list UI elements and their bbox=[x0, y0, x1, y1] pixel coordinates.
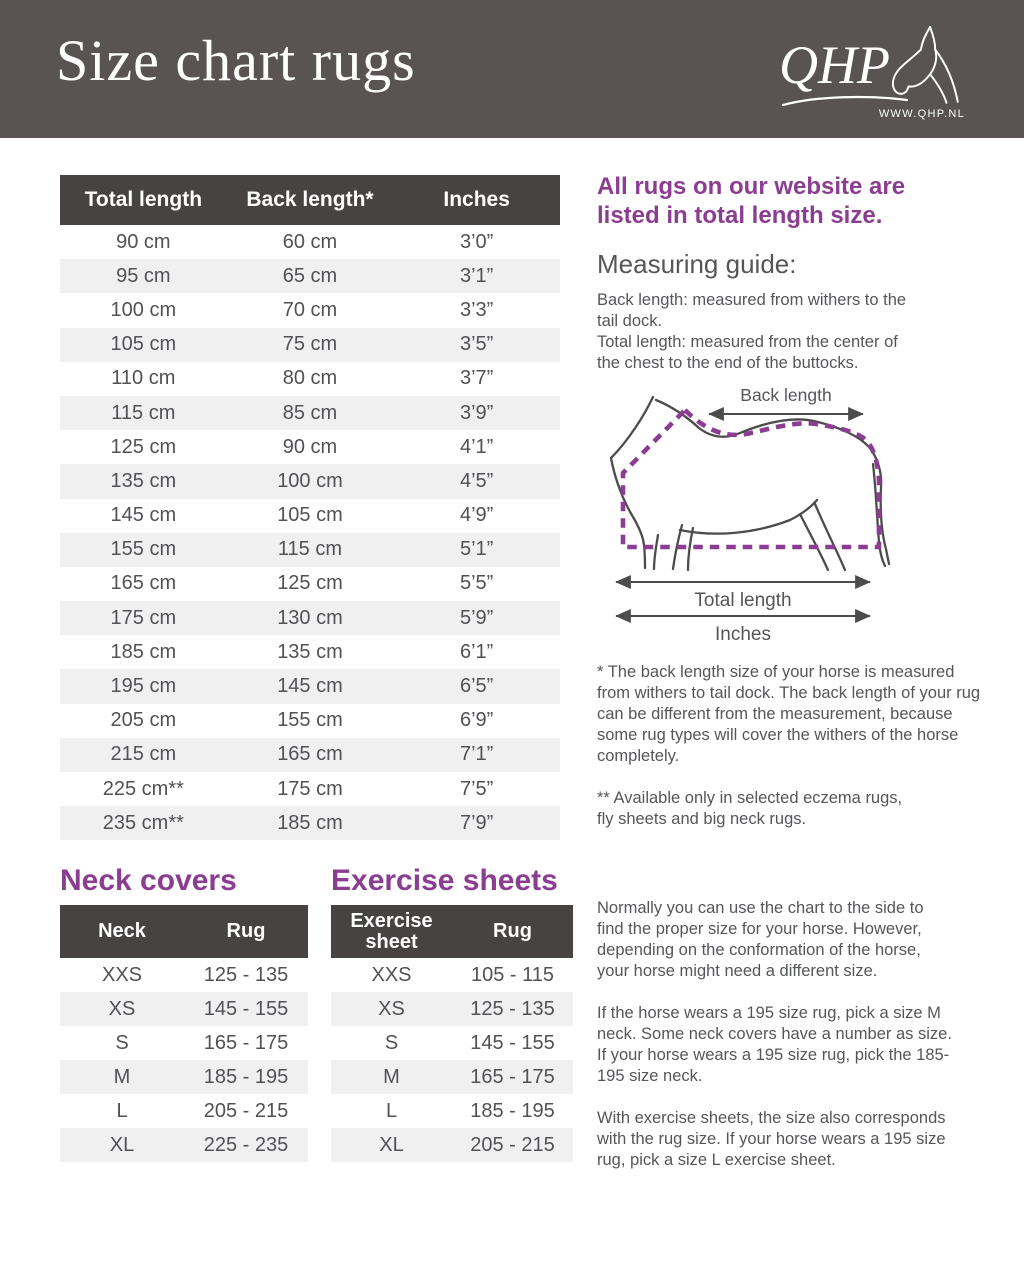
table-row bbox=[60, 601, 560, 635]
rug-size-table-body bbox=[60, 225, 560, 840]
text-line: can be different from the measurement, because bbox=[597, 705, 953, 723]
table-cell: 175 cm bbox=[277, 777, 343, 800]
diagram-back-length-label: Back length bbox=[740, 385, 832, 405]
diagram-inches-label: Inches bbox=[715, 624, 771, 645]
table-row bbox=[60, 464, 560, 498]
horse-measuring-diagram bbox=[597, 384, 899, 646]
table-cell: M bbox=[113, 1065, 131, 1088]
table-cell: 7’1” bbox=[459, 743, 494, 766]
table-cell: 7’5” bbox=[459, 777, 494, 800]
table-cell: 95 cm bbox=[116, 264, 171, 287]
text-line: find the proper size for your horse. However, bbox=[597, 920, 922, 938]
table-row bbox=[331, 1094, 573, 1128]
table-cell: 145 - 155 bbox=[203, 997, 289, 1020]
table-cell: S bbox=[384, 1031, 399, 1054]
text-line: Total length: measured from the center of bbox=[597, 333, 898, 351]
table-cell: 105 cm bbox=[277, 504, 343, 527]
table-row bbox=[60, 225, 560, 259]
table-cell: 155 cm bbox=[277, 709, 343, 732]
table-row bbox=[60, 396, 560, 430]
table-cell: 115 cm bbox=[277, 538, 343, 561]
table-row bbox=[60, 704, 560, 738]
table-cell: 125 cm bbox=[110, 435, 177, 458]
table-cell: XS bbox=[108, 997, 136, 1020]
table-cell: 145 cm bbox=[277, 675, 343, 698]
horse-outline bbox=[611, 397, 889, 570]
table-cell: 155 cm bbox=[110, 538, 177, 561]
table-row bbox=[60, 635, 560, 669]
table-cell: 185 cm bbox=[110, 640, 177, 663]
header-banner bbox=[0, 0, 1024, 138]
table-cell: 100 cm bbox=[277, 469, 343, 492]
text-line: with the rug size. If your horse wears a 195 size bbox=[597, 1130, 946, 1148]
table-cell: 100 cm bbox=[110, 298, 177, 321]
table-cell: S bbox=[115, 1031, 129, 1054]
table-cell: M bbox=[383, 1065, 400, 1088]
table-cell: 3’5” bbox=[459, 333, 494, 356]
table-cell: XXS bbox=[101, 963, 143, 986]
table-cell: 80 cm bbox=[282, 367, 338, 390]
table-row bbox=[60, 738, 560, 772]
neck-covers-heading: Neck covers bbox=[60, 864, 237, 897]
table-cell: 175 cm bbox=[110, 606, 177, 629]
table-row bbox=[60, 1060, 308, 1094]
qhp-logo bbox=[779, 24, 969, 124]
neck-covers-table-header bbox=[60, 905, 308, 958]
footnote-back-length bbox=[597, 662, 1007, 767]
table-cell: 125 - 135 bbox=[470, 997, 555, 1020]
table-cell: 135 cm bbox=[110, 469, 177, 492]
table-cell: XL bbox=[379, 1133, 404, 1156]
table-row bbox=[60, 1026, 308, 1060]
table-cell: 215 cm bbox=[110, 743, 177, 766]
table-cell: 185 - 195 bbox=[203, 1065, 289, 1088]
text-line: neck. Some neck covers have a number as size. bbox=[597, 1025, 952, 1043]
note-paragraph bbox=[597, 1003, 1007, 1087]
table-cell: 60 cm bbox=[282, 230, 338, 253]
table-cell: 205 - 215 bbox=[203, 1099, 289, 1122]
table-cell: 3’3” bbox=[459, 298, 494, 321]
table-cell: 5’1” bbox=[459, 538, 494, 561]
table-cell: 205 cm bbox=[110, 709, 177, 732]
table-row bbox=[60, 806, 560, 840]
horse-head-icon bbox=[887, 24, 965, 108]
table-cell: 6’9” bbox=[459, 709, 494, 732]
table-cell: 90 cm bbox=[116, 230, 171, 253]
table-cell: 165 - 175 bbox=[470, 1065, 555, 1088]
text-line: All rugs on our website are bbox=[597, 173, 906, 200]
text-line: * The back length size of your horse is measured bbox=[597, 663, 955, 681]
measuring-guide-heading: Measuring guide: bbox=[597, 249, 797, 279]
table-cell: 6’1” bbox=[459, 640, 494, 663]
table-row bbox=[60, 669, 560, 703]
table-cell: 125 - 135 bbox=[203, 963, 289, 986]
logo-text: QHP bbox=[779, 35, 890, 95]
table-cell: 225 - 235 bbox=[203, 1133, 289, 1156]
table-row bbox=[60, 499, 560, 533]
exercise-sheets-heading: Exercise sheets bbox=[331, 864, 558, 897]
rug-size-table-header bbox=[60, 175, 560, 225]
text-line: listed in total length size. bbox=[597, 202, 883, 229]
table-cell: 65 cm bbox=[282, 264, 338, 287]
table-row bbox=[331, 1128, 573, 1162]
table-cell: 130 cm bbox=[277, 606, 343, 629]
table-row bbox=[60, 259, 560, 293]
column-header-total-length: Total length bbox=[60, 175, 227, 225]
column-header-back-length: Back length* bbox=[227, 175, 394, 225]
column-header-rug: Rug bbox=[184, 905, 308, 958]
table-cell: 125 cm bbox=[277, 572, 343, 595]
neck-covers-table bbox=[60, 905, 308, 1162]
text-line: from withers to tail dock. The back length of your rug bbox=[597, 684, 981, 702]
table-cell: 4’5” bbox=[459, 469, 494, 492]
text-line: Back length: measured from withers to the bbox=[597, 291, 907, 309]
column-header-exercise-sheet: Exercise sheet bbox=[331, 905, 452, 958]
table-cell: 135 cm bbox=[277, 640, 343, 663]
table-cell: 105 - 115 bbox=[470, 963, 555, 986]
table-cell: 3’7” bbox=[459, 367, 494, 390]
table-cell: XXS bbox=[371, 963, 412, 986]
table-row bbox=[331, 1060, 573, 1094]
exercise-sheets-table-body bbox=[331, 958, 573, 1162]
exercise-sheets-table-header bbox=[331, 905, 573, 958]
text-line: tail dock. bbox=[597, 312, 663, 330]
table-cell: 5’9” bbox=[459, 606, 494, 629]
table-cell: 110 cm bbox=[111, 367, 176, 390]
diagram-total-length-label: Total length bbox=[694, 590, 792, 611]
table-cell: L bbox=[385, 1099, 398, 1122]
text-line: completely. bbox=[597, 747, 680, 765]
table-row bbox=[331, 958, 573, 992]
table-cell: 3’9” bbox=[459, 401, 494, 424]
text-line: If the horse wears a 195 size rug, pick a size M bbox=[597, 1004, 941, 1022]
neck-covers-table-body bbox=[60, 958, 308, 1162]
text-line: With exercise sheets, the size also corresponds bbox=[597, 1109, 946, 1127]
rug-size-table bbox=[60, 175, 560, 840]
table-cell: XL bbox=[109, 1133, 135, 1156]
table-row bbox=[331, 1026, 573, 1060]
text-line: fly sheets and big neck rugs. bbox=[597, 810, 807, 828]
table-row bbox=[60, 362, 560, 396]
text-line: If your horse wears a 195 size rug, pick the 185- bbox=[597, 1046, 950, 1064]
text-line: 195 size neck. bbox=[597, 1067, 703, 1085]
table-cell: 3’1” bbox=[459, 264, 494, 287]
table-row bbox=[60, 772, 560, 806]
table-cell: 185 - 195 bbox=[470, 1099, 555, 1122]
table-cell: 6’5” bbox=[459, 675, 494, 698]
table-cell: 235 cm** bbox=[102, 811, 184, 834]
text-line: the chest to the end of the buttocks. bbox=[597, 354, 859, 372]
table-row bbox=[60, 430, 560, 464]
text-line: Normally you can use the chart to the side to bbox=[597, 899, 924, 917]
text-line: depending on the conformation of the horse, bbox=[597, 941, 921, 959]
table-row bbox=[60, 992, 308, 1026]
table-cell: 4’1” bbox=[459, 435, 494, 458]
text-line: your horse might need a different size. bbox=[597, 962, 878, 980]
table-cell: 90 cm bbox=[282, 435, 338, 458]
note-paragraph bbox=[597, 898, 1007, 982]
column-header-neck: Neck bbox=[60, 905, 184, 958]
text-line: rug, pick a size L exercise sheet. bbox=[597, 1151, 836, 1169]
table-cell: 115 cm bbox=[111, 401, 176, 424]
note-paragraph bbox=[597, 1108, 1007, 1171]
table-cell: 3’0” bbox=[459, 230, 494, 253]
intro-heading bbox=[597, 172, 957, 230]
table-cell: 105 cm bbox=[110, 333, 177, 356]
table-cell: L bbox=[116, 1099, 128, 1122]
table-row bbox=[60, 567, 560, 601]
table-cell: 145 cm bbox=[110, 504, 177, 527]
table-row bbox=[60, 293, 560, 327]
table-cell: 85 cm bbox=[282, 401, 338, 424]
sizing-notes bbox=[597, 898, 1007, 1192]
table-row bbox=[60, 1128, 308, 1162]
table-cell: 4’9” bbox=[459, 504, 494, 527]
table-cell: 145 - 155 bbox=[470, 1031, 555, 1054]
table-cell: 70 cm bbox=[282, 298, 338, 321]
table-cell: 205 - 215 bbox=[470, 1133, 555, 1156]
table-row bbox=[331, 992, 573, 1026]
table-cell: 225 cm** bbox=[102, 777, 184, 800]
measuring-guide-text bbox=[597, 290, 997, 374]
table-row bbox=[60, 533, 560, 567]
column-header-inches: Inches bbox=[393, 175, 560, 225]
column-header-rug: Rug bbox=[452, 905, 573, 958]
table-cell: 165 cm bbox=[277, 743, 343, 766]
rug-outline-dashed bbox=[623, 410, 879, 547]
table-cell: 165 - 175 bbox=[203, 1031, 289, 1054]
logo-website: WWW.QHP.NL bbox=[878, 108, 965, 120]
table-cell: 185 cm bbox=[277, 811, 343, 834]
text-line: ** Available only in selected eczema rugs, bbox=[597, 789, 903, 807]
footnote-availability bbox=[597, 788, 1007, 830]
page-title: Size chart rugs bbox=[56, 28, 416, 93]
table-row bbox=[60, 958, 308, 992]
table-cell: 75 cm bbox=[282, 333, 338, 356]
table-cell: XS bbox=[378, 997, 405, 1020]
text-line: some rug types will cover the withers of the horse bbox=[597, 726, 959, 744]
exercise-sheets-table bbox=[331, 905, 573, 1162]
table-cell: 165 cm bbox=[110, 572, 177, 595]
table-cell: 7’9” bbox=[459, 811, 494, 834]
table-row bbox=[60, 1094, 308, 1128]
table-row bbox=[60, 328, 560, 362]
table-cell: 195 cm bbox=[110, 675, 177, 698]
table-cell: 5’5” bbox=[459, 572, 494, 595]
